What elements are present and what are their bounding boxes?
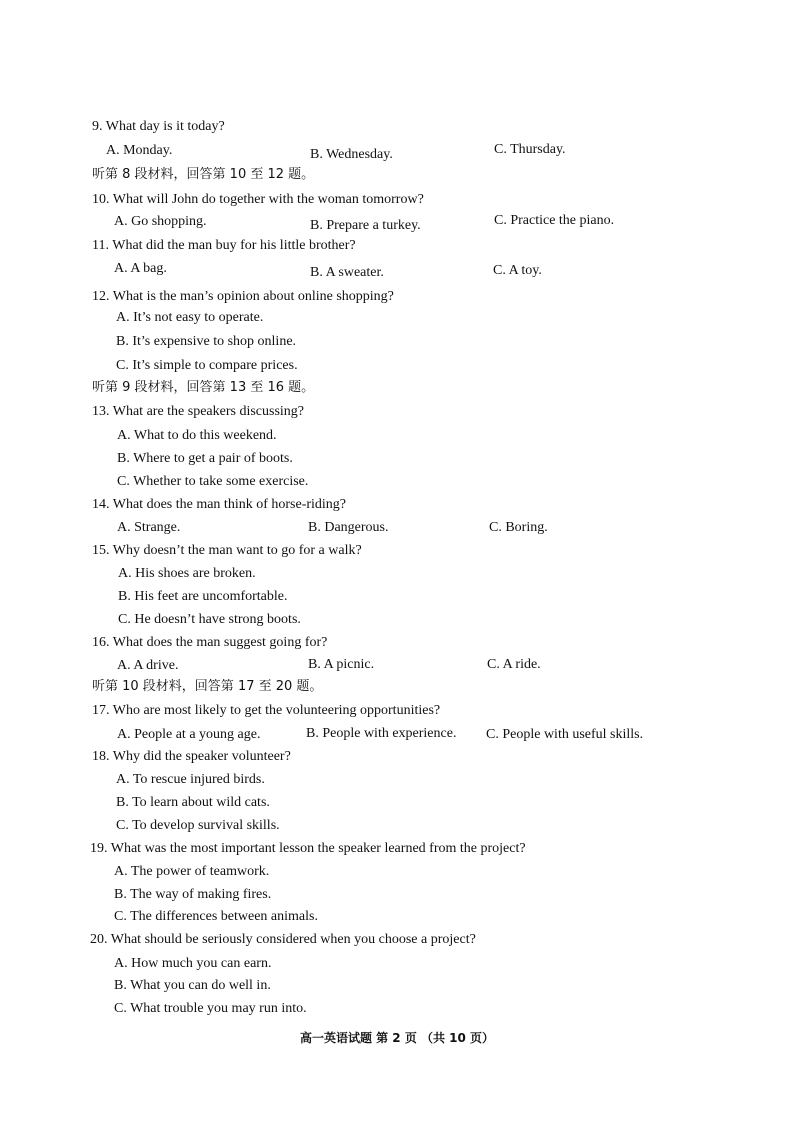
- q13-option-a: A. What to do this weekend.: [117, 428, 277, 443]
- question-16: 16. What does the man suggest going for?: [92, 635, 328, 650]
- q14-option-b: B. Dangerous.: [308, 520, 389, 535]
- q9-option-a: A. Monday.: [106, 143, 173, 158]
- q9-option-c: C. Thursday.: [494, 142, 566, 157]
- q9-option-b: B. Wednesday.: [310, 147, 393, 162]
- q10-option-c: C. Practice the piano.: [494, 213, 615, 228]
- q10-option-b: B. Prepare a turkey.: [310, 218, 421, 233]
- q18-option-c: C. To develop survival skills.: [116, 818, 280, 833]
- q18-option-a: A. To rescue injured birds.: [116, 772, 265, 787]
- q11-option-c: C. A toy.: [493, 263, 542, 278]
- q19-option-a: A. The power of teamwork.: [114, 864, 270, 879]
- q12-option-c: C. It’s simple to compare prices.: [116, 358, 298, 373]
- q17-option-b: B. People with experience.: [306, 726, 457, 741]
- q11-option-b: B. A sweater.: [310, 265, 384, 280]
- question-19: 19. What was the most important lesson the speaker learned from the project?: [90, 841, 526, 856]
- q20-option-b: B. What you can do well in.: [114, 978, 271, 993]
- question-10: 10. What will John do together with the woman tomorrow?: [92, 192, 424, 207]
- instruction-section-10: 听第 10 段材料，回答第 17 至 20 题。: [92, 679, 323, 694]
- q17-option-c: C. People with useful skills.: [486, 727, 644, 742]
- instruction-section-8: 听第 8 段材料，回答第 10 至 12 题。: [92, 167, 315, 182]
- q16-option-a: A. A drive.: [117, 658, 179, 673]
- q16-option-b: B. A picnic.: [308, 657, 375, 672]
- q13-option-b: B. Where to get a pair of boots.: [117, 451, 293, 466]
- q12-option-a: A. It’s not easy to operate.: [116, 310, 264, 325]
- q15-option-b: B. His feet are uncomfortable.: [118, 589, 288, 604]
- question-14: 14. What does the man think of horse-riding?: [92, 497, 347, 512]
- question-18: 18. Why did the speaker volunteer?: [92, 749, 291, 764]
- q17-option-a: A. People at a young age.: [117, 727, 261, 742]
- q20-option-a: A. How much you can earn.: [114, 956, 272, 971]
- q14-option-c: C. Boring.: [489, 520, 548, 535]
- page-footer: 高一英语试题 第 2 页 （共 10 页）: [299, 1031, 495, 1045]
- q11-option-a: A. A bag.: [114, 261, 167, 276]
- question-17: 17. Who are most likely to get the volunteering opportunities?: [92, 703, 441, 718]
- q10-option-a: A. Go shopping.: [114, 214, 207, 229]
- q15-option-a: A. His shoes are broken.: [118, 566, 256, 581]
- q18-option-b: B. To learn about wild cats.: [116, 795, 270, 810]
- instruction-section-9: 听第 9 段材料，回答第 13 至 16 题。: [92, 380, 315, 395]
- question-11: 11. What did the man buy for his little brother?: [92, 238, 356, 253]
- question-15: 15. Why doesn’t the man want to go for a walk?: [92, 543, 362, 558]
- q15-option-c: C. He doesn’t have strong boots.: [118, 612, 301, 627]
- q13-option-c: C. Whether to take some exercise.: [117, 474, 309, 489]
- question-20: 20. What should be seriously considered when you choose a project?: [90, 932, 476, 947]
- q16-option-c: C. A ride.: [487, 657, 541, 672]
- q19-option-b: B. The way of making fires.: [114, 887, 272, 902]
- q12-option-b: B. It’s expensive to shop online.: [116, 334, 297, 349]
- question-13: 13. What are the speakers discussing?: [92, 404, 305, 419]
- q14-option-a: A. Strange.: [117, 520, 181, 535]
- question-12: 12. What is the man’s opinion about online shopping?: [92, 289, 394, 304]
- question-9: 9. What day is it today?: [92, 119, 225, 134]
- q19-option-c: C. The differences between animals.: [114, 909, 318, 924]
- q20-option-c: C. What trouble you may run into.: [114, 1001, 307, 1016]
